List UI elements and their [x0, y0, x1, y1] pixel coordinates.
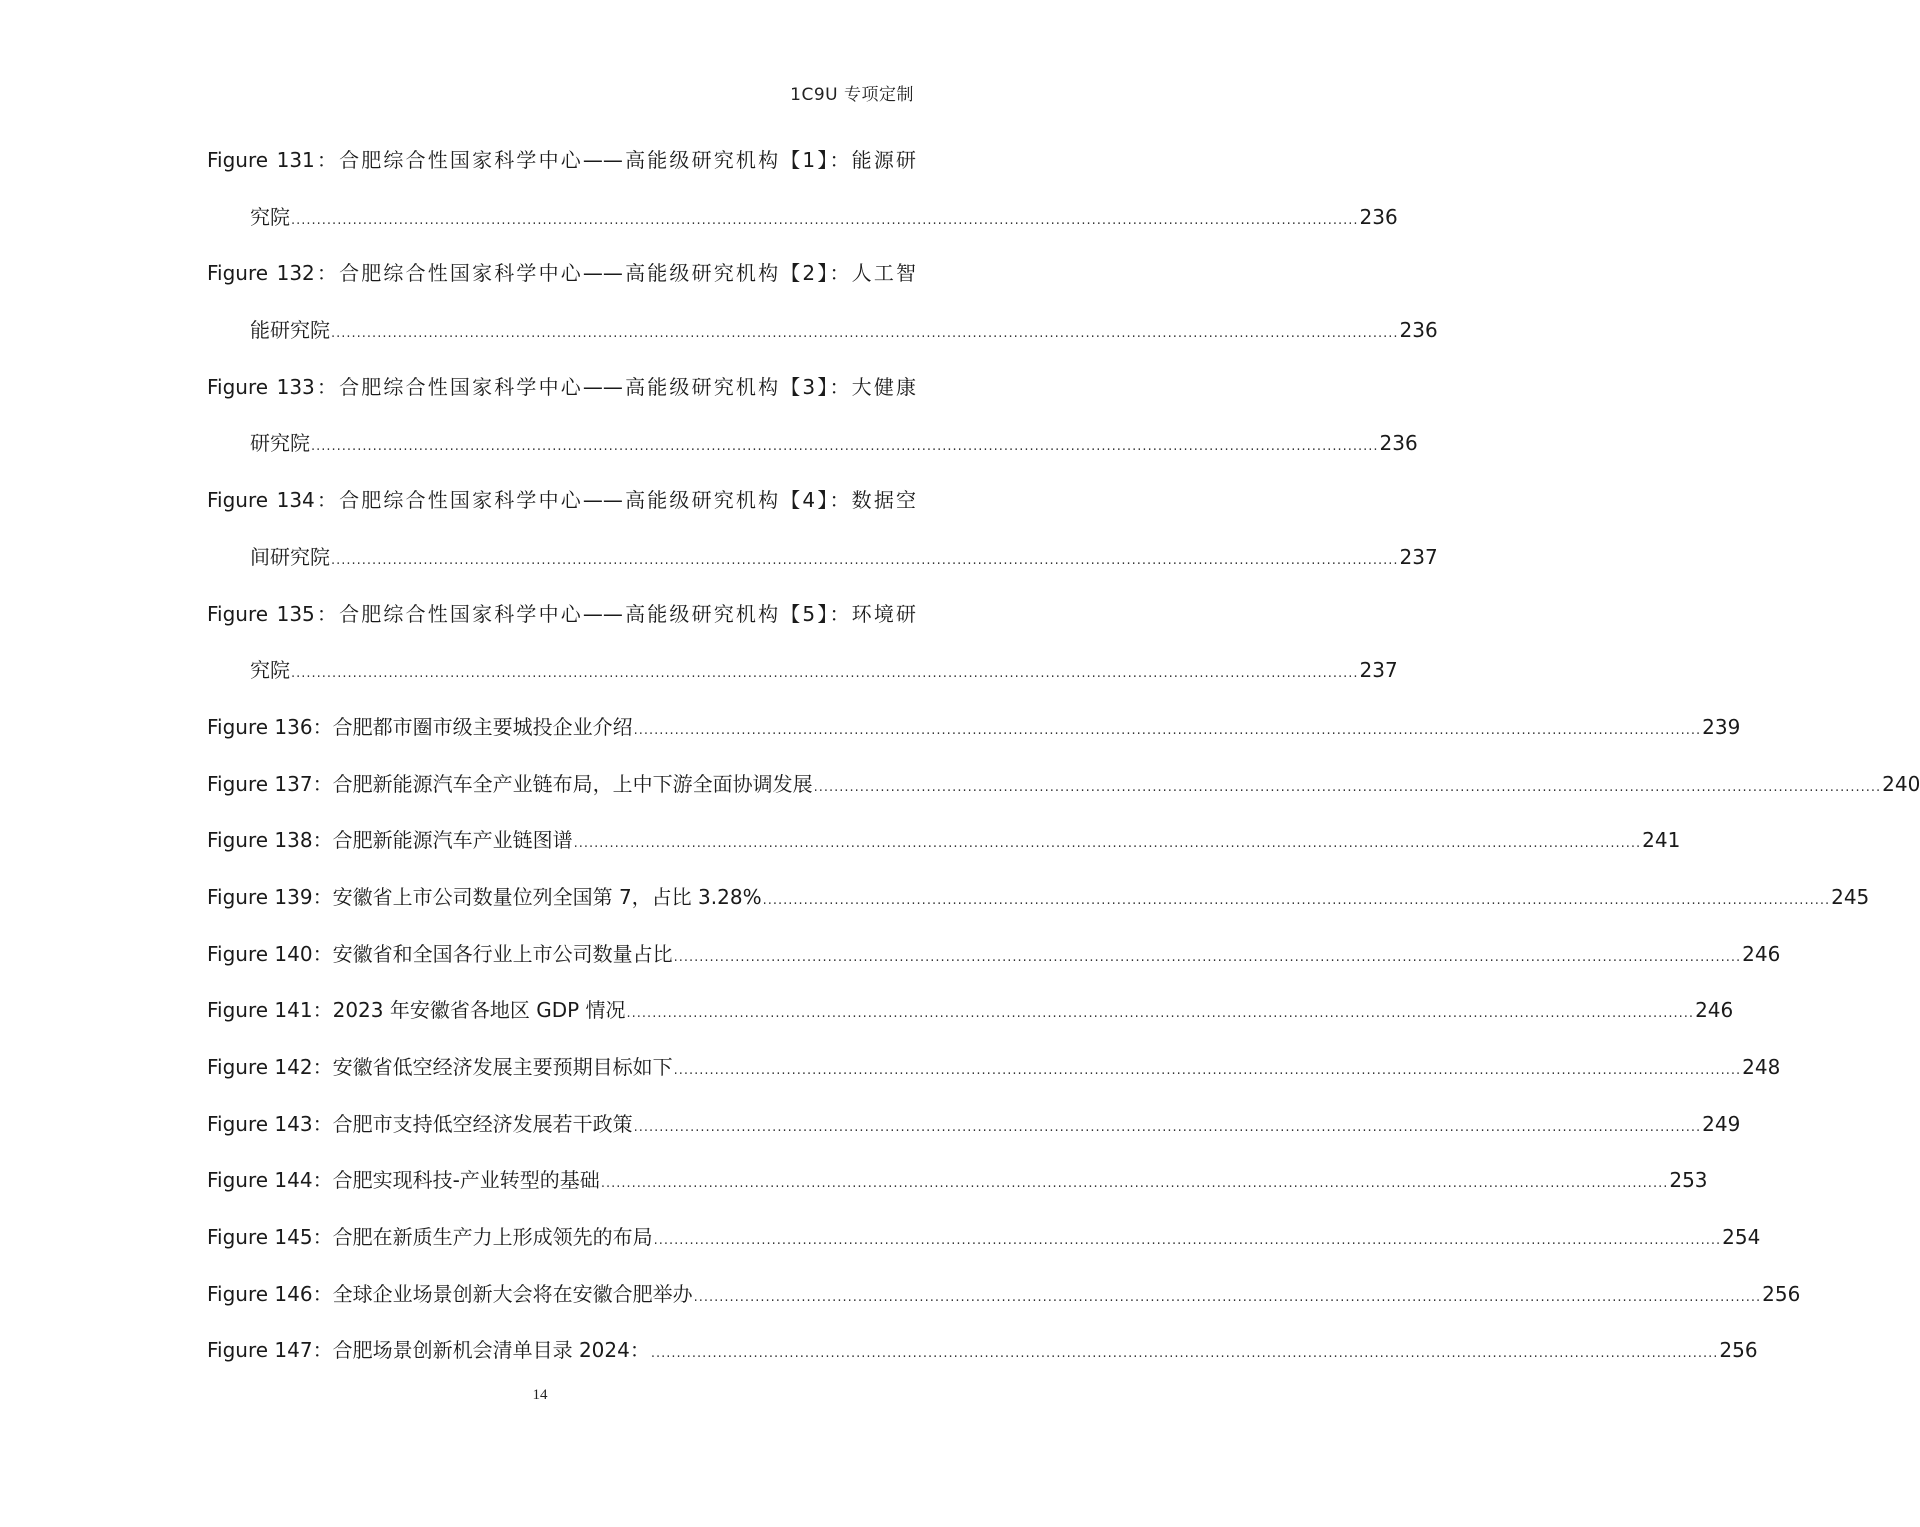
toc-entry-page: 246 [1695, 998, 1734, 1023]
toc-entry[interactable] [207, 699, 1741, 756]
toc-entry-line1[interactable] [207, 359, 916, 416]
dot-leader [311, 419, 1379, 476]
toc-entry-title: Figure 138：合肥新能源汽车产业链图谱 [207, 828, 573, 853]
dot-leader [763, 873, 1831, 930]
toc-entry-line2[interactable] [207, 302, 1438, 359]
toc-entry-page: 256 [1719, 1338, 1758, 1363]
dot-leader [694, 1270, 1762, 1327]
dot-leader [674, 1043, 1742, 1100]
toc-entry-title: Figure 140：安徽省和全国各行业上市公司数量占比 [207, 941, 673, 966]
toc-entry-page: 246 [1742, 941, 1781, 966]
toc-entry-title-continued: 究院 [250, 658, 290, 683]
toc-entry[interactable] [207, 756, 1920, 813]
toc-entry[interactable] [207, 982, 1734, 1039]
toc-entry-title: Figure 133：合肥综合性国家科学中心——高能级研究机构【3】：大健康 [207, 374, 916, 399]
toc-entry-line1[interactable] [207, 472, 916, 529]
figure-list [207, 132, 1920, 1379]
toc-entry[interactable] [207, 869, 1870, 926]
toc-entry-title: Figure 136：合肥都市圈市级主要城投企业介绍 [207, 714, 633, 739]
dot-leader [291, 646, 1359, 703]
toc-entry-line2[interactable] [207, 189, 1398, 246]
toc-entry-page: 249 [1702, 1111, 1741, 1136]
dot-leader [634, 703, 1702, 760]
toc-entry-title-continued: 能研究院 [250, 318, 330, 343]
toc-entry-title: Figure 135：合肥综合性国家科学中心——高能级研究机构【5】：环境研 [207, 601, 916, 626]
toc-entry-title-continued: 间研究院 [250, 544, 330, 569]
page-number: 14 [532, 1387, 548, 1403]
toc-entry-title: Figure 142：安徽省低空经济发展主要预期目标如下 [207, 1055, 673, 1079]
toc-entry-line1[interactable] [207, 586, 916, 643]
toc-entry-line2[interactable] [207, 529, 1438, 586]
dot-leader [331, 306, 1399, 363]
toc-entry[interactable] [207, 1209, 1761, 1266]
toc-entry-title-continued: 究院 [250, 204, 290, 229]
toc-entry-line2[interactable] [207, 415, 1418, 472]
toc-entry-title: Figure 134：合肥综合性国家科学中心——高能级研究机构【4】：数据空 [207, 488, 916, 513]
toc-entry-line2[interactable] [207, 642, 1398, 699]
dot-leader [627, 986, 1695, 1043]
toc-entry-page: 236 [1359, 204, 1398, 229]
toc-entry-title: Figure 146：全球企业场景创新大会将在安徽合肥举办 [207, 1281, 693, 1306]
toc-entry-title: Figure 132：合肥综合性国家科学中心——高能级研究机构【2】：人工智 [207, 261, 916, 286]
toc-entry[interactable] [207, 1266, 1801, 1323]
toc-entry-line1[interactable] [207, 132, 916, 189]
dot-leader [651, 1326, 1719, 1383]
dot-leader [574, 816, 1642, 873]
toc-entry-title: Figure 147：合肥场景创新机会清单目录 2024： [207, 1338, 650, 1363]
toc-entry-page: 254 [1722, 1225, 1761, 1250]
toc-entry-title: Figure 144：合肥实现科技-产业转型的基础 [207, 1168, 600, 1193]
toc-entry-page: 240 [1882, 771, 1920, 796]
toc-entry-page: 237 [1399, 544, 1438, 569]
toc-entry-title-continued: 研究院 [250, 431, 310, 456]
toc-entry-title: Figure 131：合肥综合性国家科学中心——高能级研究机构【1】：能源研 [207, 148, 916, 172]
toc-entry-title: Figure 137：合肥新能源汽车全产业链布局，上中下游全面协调发展 [207, 771, 813, 796]
toc-entry[interactable] [207, 1039, 1781, 1096]
toc-entry-page: 248 [1742, 1055, 1781, 1079]
toc-entry-page: 236 [1379, 431, 1418, 456]
toc-entry-title: Figure 143：合肥市支持低空经济发展若干政策 [207, 1111, 633, 1136]
toc-entry[interactable] [207, 812, 1681, 869]
toc-entry-page: 241 [1642, 828, 1681, 853]
toc-entry[interactable] [207, 1096, 1741, 1153]
dot-leader [331, 533, 1399, 590]
toc-entry-page: 253 [1669, 1168, 1708, 1193]
dot-leader [634, 1100, 1702, 1157]
toc-entry-page: 236 [1399, 318, 1438, 343]
dot-leader [601, 1156, 1669, 1213]
toc-entry[interactable] [207, 926, 1781, 983]
toc-entry-title: Figure 139：安徽省上市公司数量位列全国第 7，占比 3.28% [207, 884, 762, 909]
dot-leader [291, 193, 1359, 250]
page-header: 1C9U 专项定制 [790, 85, 914, 105]
toc-entry[interactable] [207, 1152, 1708, 1209]
dot-leader [674, 930, 1742, 987]
toc-entry-title: Figure 141：2023 年安徽省各地区 GDP 情况 [207, 998, 626, 1023]
dot-leader [814, 760, 1882, 817]
toc-entry-page: 245 [1831, 884, 1870, 909]
toc-entry[interactable] [207, 1322, 1758, 1379]
toc-entry-title: Figure 145：合肥在新质生产力上形成领先的布局 [207, 1225, 653, 1250]
toc-entry-page: 256 [1762, 1281, 1801, 1306]
toc-entry-page: 239 [1702, 714, 1741, 739]
dot-leader [654, 1213, 1722, 1270]
toc-entry-page: 237 [1359, 658, 1398, 683]
toc-entry-line1[interactable] [207, 245, 916, 302]
